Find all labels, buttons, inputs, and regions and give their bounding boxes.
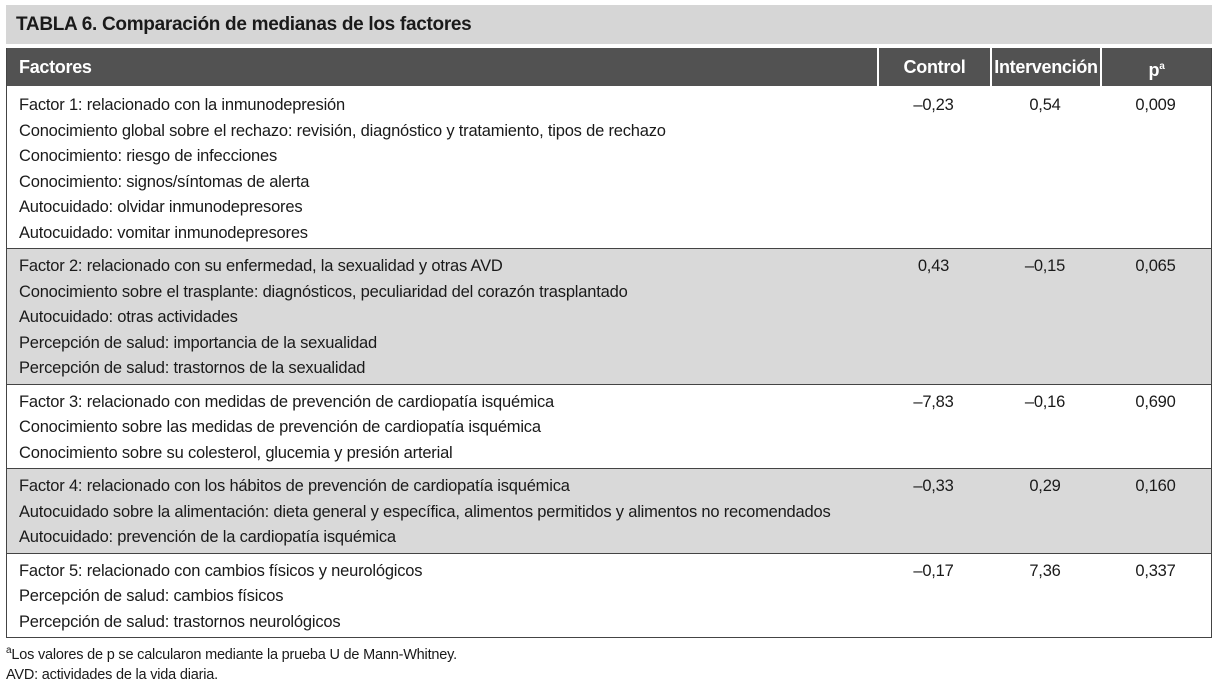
footnote-a-text: Los valores de p se calcularon mediante la prueba U de Mann-Whitney. [11, 646, 457, 663]
footnote-a-mark: a [6, 645, 12, 656]
table-row [7, 88, 1211, 248]
intervencion-value: –0,16 [1024, 392, 1066, 411]
factor-item: Percepción de salud: trastornos neurológicos [19, 612, 341, 631]
header-p [1100, 48, 1211, 86]
factor-item: Conocimiento: riesgo de infecciones [19, 147, 278, 165]
footnote-avd: AVD: actividades de la vida diaria. [6, 666, 218, 683]
intervencion-value: –0,15 [1024, 257, 1066, 275]
factor-item: Autocuidado: vomitar inmunodepresores [19, 223, 308, 242]
factor-item: Conocimiento sobre las medidas de prevención de cardiopatía isquémica [19, 418, 541, 436]
factor-item: Percepción de salud: trastornos de la sexualidad [19, 359, 366, 377]
header-control: Control [877, 48, 990, 86]
header-intervencion: Intervención [990, 48, 1100, 86]
footnote-a [6, 641, 457, 665]
factor-item: Percepción de salud: cambios físicos [19, 587, 284, 605]
table-caption: TABLA 6. Comparación de medianas de los factores [6, 5, 1212, 44]
factor-item: Autocuidado: otras actividades [19, 308, 238, 326]
table-row [7, 248, 1211, 384]
factor-item: Autocuidado: olvidar inmunodepresores [19, 198, 303, 216]
p-value: 0,160 [1135, 477, 1176, 495]
control-value: –0,23 [913, 96, 954, 114]
footnotes [6, 641, 457, 685]
factor-cell [7, 554, 877, 638]
factor-item: Autocuidado: prevención de la cardiopatía isquémica [19, 528, 396, 546]
factor-cell [7, 88, 877, 248]
factor-title: Factor 5: relacionado con cambios físicos y neurológicos [19, 561, 423, 580]
header-p-superscript: a [1159, 61, 1165, 72]
p-value: 0,690 [1135, 392, 1176, 411]
factors-table [6, 48, 1212, 638]
factor-title: Factor 3: relacionado con medidas de prevención de cardiopatía isquémica [19, 392, 555, 411]
intervencion-value: 0,29 [1029, 477, 1061, 495]
factor-item: Conocimiento sobre su colesterol, glucemia y presión arterial [19, 443, 453, 462]
factor-cell [7, 249, 877, 384]
table-header [7, 48, 1211, 88]
table-row [7, 384, 1211, 469]
factor-item: Conocimiento sobre el trasplante: diagnósticos, peculiaridad del corazón trasplantado [19, 282, 628, 301]
p-value: 0,065 [1135, 257, 1176, 275]
factor-item: Conocimiento global sobre el rechazo: revisión, diagnóstico y tratamiento, tipos de rechazo [19, 121, 666, 140]
table-row [7, 468, 1211, 553]
control-value: –0,17 [913, 561, 954, 580]
control-value: 0,43 [917, 257, 950, 275]
factor-title: Factor 2: relacionado con su enfermedad, la sexualidad y otras AVD [19, 257, 503, 275]
factor-item: Conocimiento: signos/síntomas de alerta [19, 172, 310, 191]
factor-title: Factor 1: relacionado con la inmunodepresión [19, 96, 345, 114]
control-value: –7,83 [913, 392, 954, 411]
control-value: –0,33 [913, 477, 954, 495]
p-value: 0,009 [1135, 96, 1176, 114]
p-value: 0,337 [1135, 561, 1176, 580]
intervencion-value: 0,54 [1029, 96, 1061, 114]
header-p-label: p [1148, 60, 1160, 80]
header-factores: Factores [19, 57, 92, 77]
factor-cell [7, 469, 877, 553]
factor-item: Autocuidado sobre la alimentación: dieta general y específica, alimentos permitidos y alimentos no recomendados [19, 502, 831, 521]
factor-item: Percepción de salud: importancia de la sexualidad [19, 333, 378, 352]
factor-cell [7, 385, 877, 469]
table-row [7, 553, 1211, 638]
table-body [7, 88, 1211, 637]
intervencion-value: 7,36 [1029, 561, 1061, 580]
factor-title: Factor 4: relacionado con los hábitos de prevención de cardiopatía isquémica [19, 477, 570, 495]
